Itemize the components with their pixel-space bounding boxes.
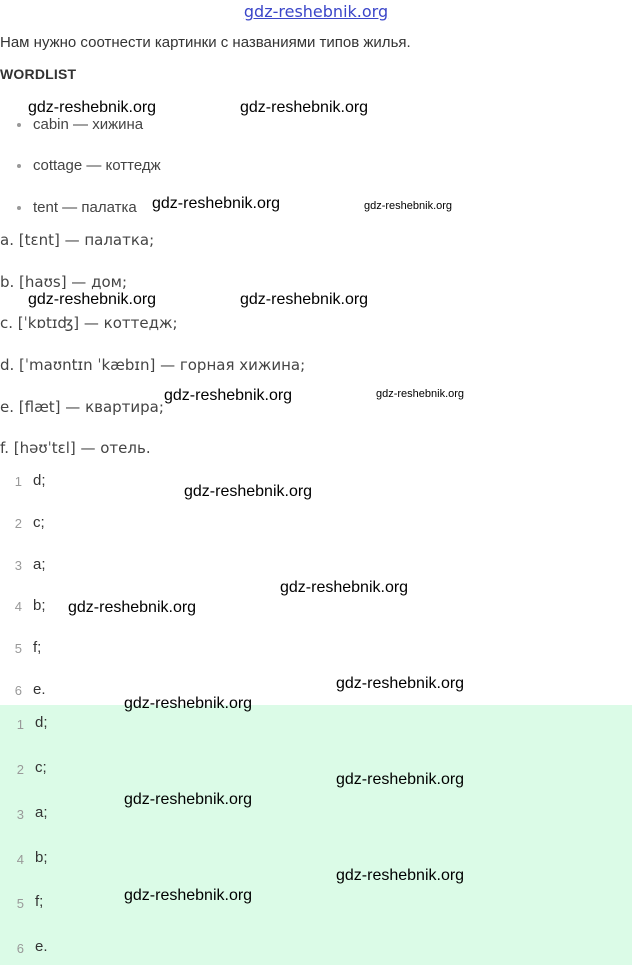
answer-number: 6 [16, 941, 24, 956]
watermark: gdz-reshebnik.org [240, 291, 369, 308]
answer-value: e. [35, 938, 48, 955]
transcription-entry: d. [ˈmaʊntɪn ˈkæbɪn] — горная хижина; [0, 356, 306, 374]
watermark: gdz-reshebnik.org [184, 483, 313, 500]
wordlist-item [33, 199, 137, 216]
answer-value: f; [33, 639, 42, 656]
watermark: gdz-reshebnik.org [28, 291, 157, 308]
intro-text: Нам нужно соотнести картинки с названиями типов жилья. [0, 34, 411, 51]
answer-value: f; [35, 893, 44, 910]
watermark: gdz-reshebnik.org [280, 579, 409, 596]
watermark: gdz-reshebnik.org [124, 791, 253, 808]
bullet-icon [17, 206, 21, 210]
watermark: gdz-reshebnik.org [336, 675, 465, 692]
wordlist-item [33, 157, 161, 174]
answer-value: d; [35, 714, 48, 731]
answer-number: 3 [16, 807, 24, 822]
transcription-entry: b. [haʊs] — дом; [0, 273, 127, 291]
answer-value: c; [35, 759, 47, 776]
answer-value: b; [33, 597, 46, 614]
answer-value: d; [33, 472, 46, 489]
answer-number: 1 [16, 717, 24, 732]
wordlist-item-text: tent — палатка [33, 199, 137, 216]
highlighted-answers-block [0, 705, 632, 965]
answer-number: 2 [14, 516, 22, 531]
watermark: gdz-reshebnik.org [124, 695, 253, 712]
watermark: gdz-reshebnik.org [68, 599, 197, 616]
answer-value: b; [35, 849, 48, 866]
transcription-entry: c. [ˈkɒtɪʤ] — коттедж; [0, 314, 178, 332]
transcription-entry: a. [tɛnt] — палатка; [0, 231, 155, 249]
wordlist-item-text: cottage — коттедж [33, 157, 161, 174]
watermark: gdz-reshebnik.org [336, 771, 465, 788]
wordlist-item-text: cabin — хижина [33, 116, 144, 133]
answer-value: e. [33, 681, 46, 698]
answer-value: c; [33, 514, 45, 531]
transcription-entry: f. [həʊˈtɛl] — отель. [0, 439, 151, 457]
answer-number: 2 [16, 762, 24, 777]
answer-number: 5 [14, 641, 22, 656]
watermark: gdz-reshebnik.org [240, 99, 369, 116]
watermark: gdz-reshebnik.org [124, 887, 253, 904]
answer-number: 4 [16, 852, 24, 867]
site-link[interactable]: gdz-reshebnik.org [243, 2, 389, 21]
answer-value: a; [33, 556, 46, 573]
answer-number: 3 [14, 558, 22, 573]
watermark: gdz-reshebnik.org [376, 388, 465, 400]
watermark: gdz-reshebnik.org [152, 195, 281, 212]
watermark: gdz-reshebnik.org [336, 867, 465, 884]
bullet-icon [17, 123, 21, 127]
wordlist-title: WORDLIST [0, 66, 77, 82]
watermark: gdz-reshebnik.org [164, 387, 293, 404]
answer-number: 4 [14, 599, 22, 614]
bullet-icon [17, 164, 21, 168]
answer-value: a; [35, 804, 48, 821]
watermark: gdz-reshebnik.org [364, 200, 453, 212]
answer-number: 6 [14, 683, 22, 698]
answer-number: 1 [14, 474, 22, 489]
wordlist-item [33, 116, 143, 133]
answer-number: 5 [16, 896, 24, 911]
watermark: gdz-reshebnik.org [28, 99, 157, 116]
transcription-entry: e. [flæt] — квартира; [0, 398, 164, 416]
